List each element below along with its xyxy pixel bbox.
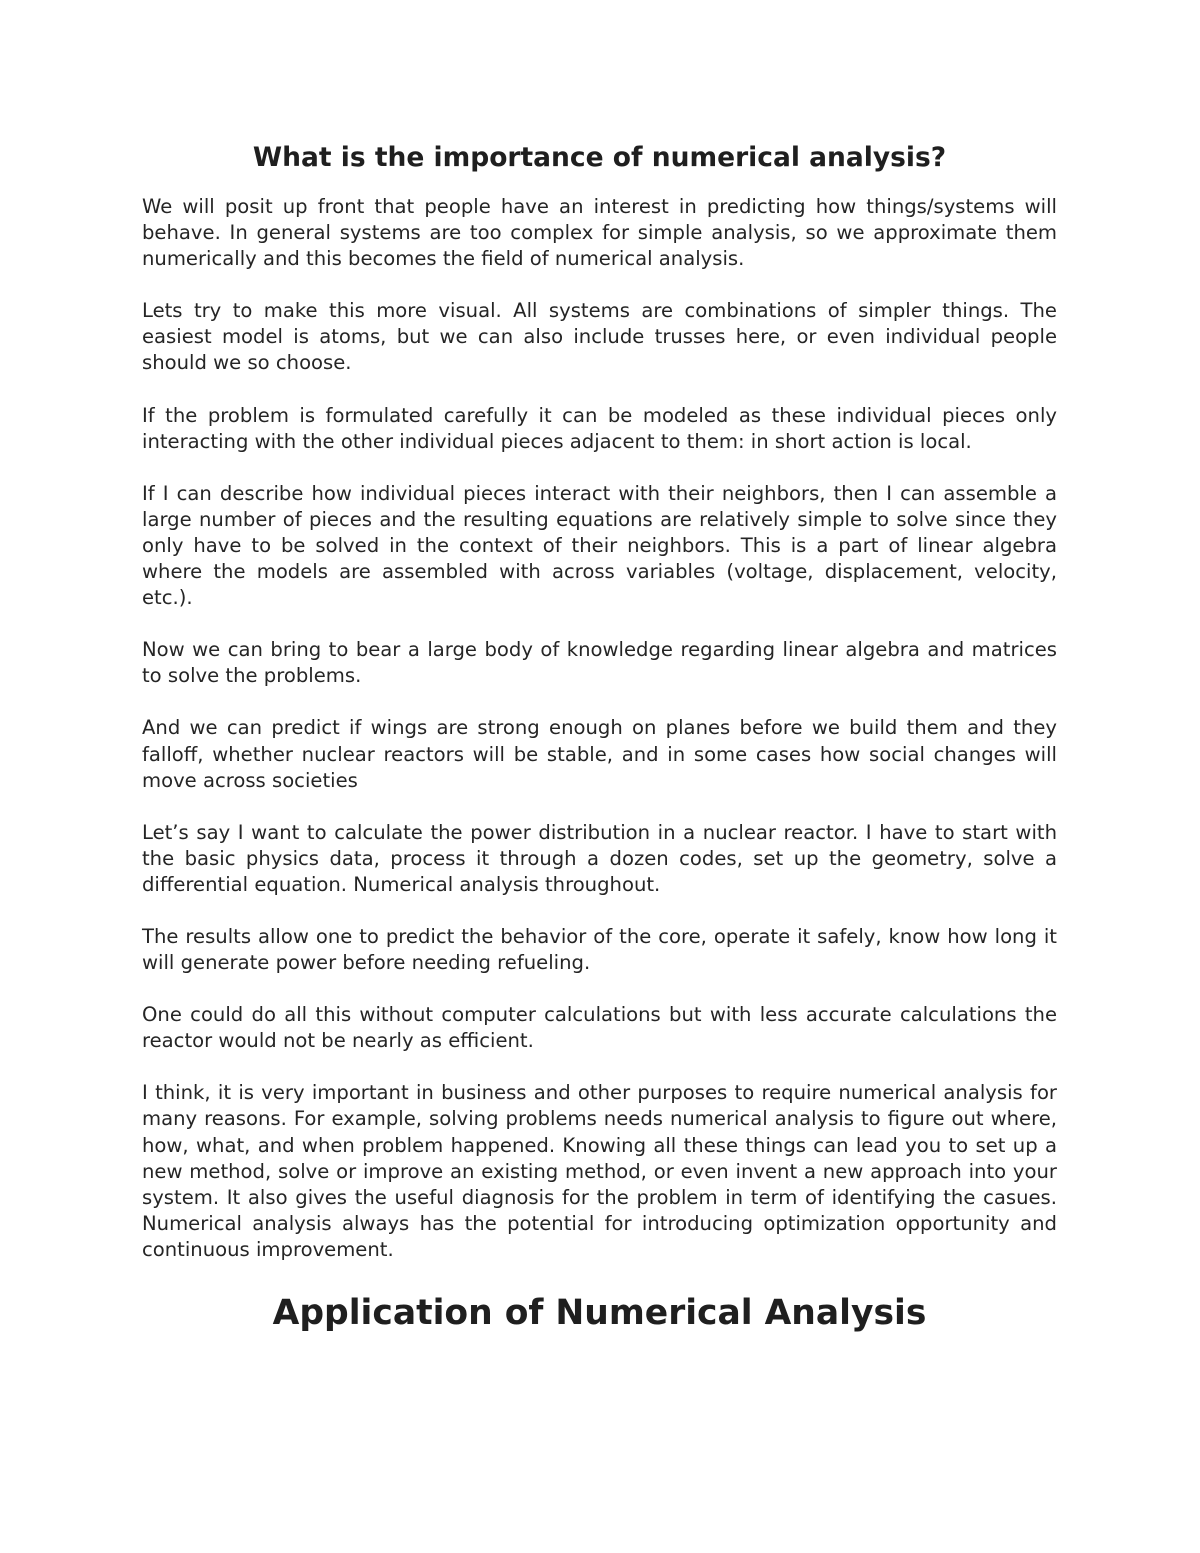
paragraph-7: Let’s say I want to calculate the power distribution in a nuclear reactor. I have to start with the basic physics data, process it through a dozen codes, set up the geometry, solve a differential equation. Numerical analysis throughout. [142, 820, 1057, 896]
paragraph-2: Lets try to make this more visual. All systems are combinations of simpler things. The easiest model is atoms, but we can also include trusses here, or even individual people should we so choose. [142, 299, 1057, 375]
paragraph-6: And we can predict if wings are strong enough on planes before we build them and they falloff, whether nuclear reactors will be stable, and in some cases how social changes will move across societies [142, 716, 1057, 792]
document-page [142, 140, 1057, 1337]
paragraph-1: We will posit up front that people have an interest in predicting how things/systems will behave. In general systems are too complex for simple analysis, so we approximate them numerically and this becomes the field of numerical analysis. [142, 195, 1057, 271]
paragraph-4: If I can describe how individual pieces interact with their neighbors, then I can assemble a large number of pieces and the resulting equations are relatively simple to solve since they only have to be solved in the context of their neighbors. This is a part of linear algebra where the models are assembled with across variables (voltage, displacement, velocity, etc.). [142, 481, 1057, 610]
paragraph-5: Now we can bring to bear a large body of knowledge regarding linear algebra and matrices to solve the problems. [142, 638, 1057, 688]
document-title: What is the importance of numerical analysis? [252, 142, 947, 173]
paragraph-9: One could do all this without computer calculations but with less accurate calculations the reactor would not be nearly as efficient. [142, 1003, 1057, 1053]
paragraph-10: I think, it is very important in business and other purposes to require numerical analysis for many reasons. For example, solving problems needs numerical analysis to figure out where, how, what, and when problem happened. Knowing all these things can lead you to set up a new method, solve or improve an existing method, or even invent a new approach into your system. It also gives the useful diagnosis for the problem in term of identifying the casues. Numerical analysis always has the potential for introducing optimization opportunity and continuous improvement. [142, 1081, 1057, 1261]
paragraph-3: If the problem is formulated carefully it can be modeled as these individual pieces only interacting with the other individual pieces adjacent to them: in short action is local. [142, 403, 1057, 453]
paragraph-8: The results allow one to predict the behavior of the core, operate it safely, know how long it will generate power before needing refueling. [142, 924, 1057, 975]
section-heading: Application of Numerical Analysis [272, 1293, 927, 1333]
